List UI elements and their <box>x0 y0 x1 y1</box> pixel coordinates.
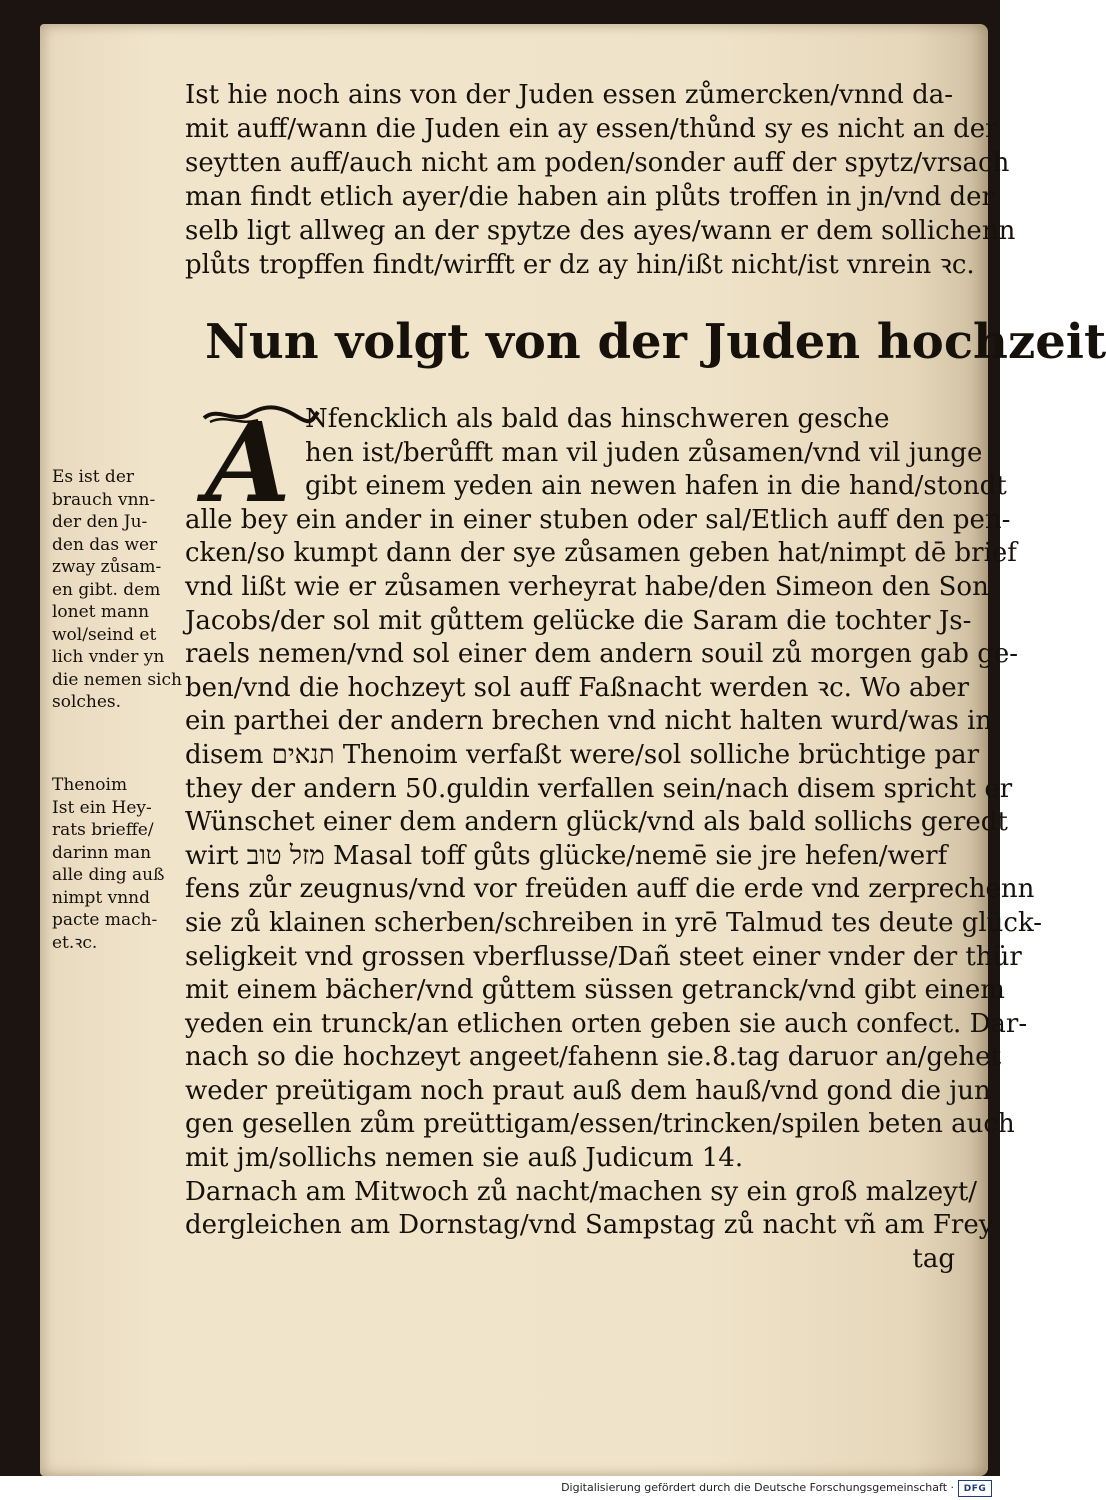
margin-note-line: zway zůsam- <box>52 557 162 577</box>
text-line: they der andern 50.guldin verfallen sein/nach disem spricht er <box>185 773 1013 804</box>
margin-note-line: wol/seind et <box>52 624 157 645</box>
catchword: tag <box>912 1243 955 1274</box>
text-line: cken/so kumpt dann der sye zůsamen geben hat/nimpt dē brief <box>185 538 1017 569</box>
text-line: nach so die hochzeyt angeet/fahenn sie.8.tag daruor an/gehet <box>185 1042 1002 1073</box>
text-line: weder preütigam noch praut auß dem hauß/vnd gond die jun <box>185 1075 991 1106</box>
margin-note-line: Ist ein Hey- <box>52 797 152 818</box>
margin-note-line: et.ꝛc. <box>52 932 98 953</box>
text-line: dergleichen am Dornstag/vnd Sampstag zů nacht vñ am Frey <box>185 1210 994 1241</box>
text-line: Jacobs/der sol mit gůttem gelücke die Saram die tochter Js- <box>185 605 972 636</box>
text-line: man findt etlich ayer/die haben ain plůts troffen in jn/vnd der <box>185 182 994 212</box>
chapter-paragraph <box>185 398 1043 1276</box>
top-paragraph <box>185 78 1016 282</box>
text-line: mit jm/sollichs nemen sie auß Judicum 14. <box>185 1143 744 1174</box>
text-line: gibt einem yeden ain newen hafen in die hand/stondt <box>305 471 1007 502</box>
margin-note-line: alle ding auß <box>52 865 165 885</box>
text-line: raels nemen/vnd sol einer dem andern souil zů morgen gab ge- <box>185 639 1019 670</box>
text-line: alle bey ein ander in einer stuben oder sal/Etlich auff den pen- <box>185 504 1011 535</box>
text-line: Wünschet einer dem andern glück/vnd als bald sollichs geredt <box>185 807 1008 838</box>
text-line: gen gesellen zům preüttigam/essen/trincken/spilen beten auch <box>185 1109 1015 1140</box>
margin-note-line: der den Ju- <box>52 512 148 532</box>
text-line: mit einem bächer/vnd gůttem süssen getranck/vnd gibt einem <box>185 975 1005 1006</box>
margin-note-line: pacte mach- <box>52 910 158 930</box>
margin-note-custom <box>52 466 187 714</box>
chapter-heading: Nun volgt von der Juden hochzeit <box>205 314 1106 370</box>
margin-note-line: lonet mann <box>52 602 150 622</box>
digitization-footer <box>0 1476 1000 1500</box>
text-line: seligkeit vnd grossen vberflusse/Dañ steet einer vnder der thür <box>185 941 1022 972</box>
text-line: Nfencklich als bald das hinschweren gesche <box>305 404 890 434</box>
margin-note-line: rats brieffe/ <box>52 820 154 840</box>
text-line: mit auff/wann die Juden ein ay essen/thůnd sy es nicht an der <box>185 114 998 144</box>
funding-credit: Digitalisierung gefördert durch die Deutsche Forschungsgemeinschaft · <box>561 1481 954 1494</box>
text-line: yeden ein trunck/an etlichen orten geben sie auch confect. Dar- <box>185 1008 1028 1039</box>
text-line: seytten auff/auch nicht am poden/sonder auff der spytz/vrsach <box>185 148 1010 178</box>
dfg-logo-text: DFG <box>963 1483 987 1494</box>
text-line: Ist hie noch ains von der Juden essen zůmercken/vnnd da- <box>185 80 954 110</box>
margin-note-line: darinn man <box>52 842 152 863</box>
text-line: plůts tropffen findt/wirfft er dz ay hin/ißt nicht/ist vnrein ꝛc. <box>185 250 975 280</box>
margin-note-line: Thenoim <box>52 775 128 795</box>
dfg-logo <box>958 1480 992 1497</box>
text-line: ein parthei der andern brechen vnd nicht halten wurd/was in <box>185 706 993 737</box>
text-line: disem תנאים Thenoim verfaßt were/sol solliche brüchtige par <box>185 739 980 770</box>
margin-note-line: Es ist der <box>52 467 135 487</box>
margin-note-line: nimpt vnnd <box>52 887 151 908</box>
text-line: selb ligt allweg an der spytze des ayes/wann er dem sollichenn <box>185 216 1016 246</box>
margin-note-thenoim <box>52 774 187 954</box>
margin-note-line: brauch vnn- <box>52 489 156 510</box>
text-line: sie zů klainen scherben/schreiben in yrē Talmud tes deute glück- <box>185 907 1043 938</box>
margin-note-line: die nemen sich <box>52 669 182 690</box>
text-line: hen ist/berůfft man vil juden zůsamen/vnd vil junge <box>305 437 983 468</box>
text-line: Darnach am Mitwoch zů nacht/machen sy ein groß malzeyt/ <box>185 1176 978 1207</box>
text-line: ben/vnd die hochzeyt sol auff Faßnacht werden ꝛc. Wo aber <box>185 672 970 703</box>
margin-note-line: solches. <box>52 692 122 712</box>
text-line: fens zůr zeugnus/vnd vor freüden auff die erde vnd zerprechenn <box>185 874 1035 905</box>
margin-note-line: en gibt. dem <box>52 579 161 600</box>
text-line: wirt מזל טוב Masal toff gůts glücke/nemē sie jre hefen/werf <box>185 840 948 871</box>
drop-cap-letter: A <box>205 398 291 527</box>
text-line: vnd lißt wie er zůsamen verheyrat habe/den Simeon den Son <box>185 571 989 602</box>
margin-note-line: den das wer <box>52 534 158 555</box>
margin-note-line: lich vnder yn <box>52 647 165 667</box>
